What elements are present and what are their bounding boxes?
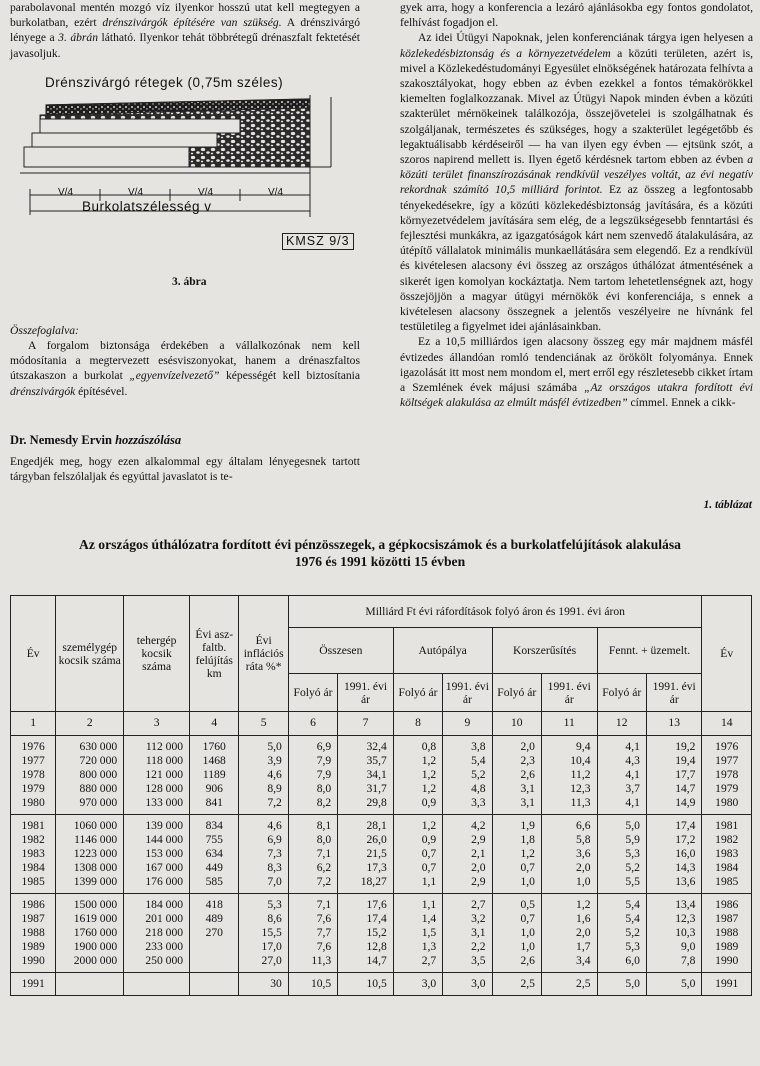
table-cell-years: 1981 1982 1983 1984 1985 <box>11 815 56 894</box>
table-cell-fen-1991: 19,2 19,4 17,7 14,7 14,9 <box>646 736 702 815</box>
table-cell-inflacio: 5,0 3,9 4,6 8,9 7,2 <box>239 736 288 815</box>
column-number: 5 <box>239 712 288 736</box>
header-folyo: Folyó ár <box>597 674 646 712</box>
column-number: 1 <box>11 712 56 736</box>
header-korszerusites: Korszerűsítés <box>492 628 597 674</box>
table-cell-teher: 184 000 201 000 218 000 233 000 250 000 <box>124 894 190 973</box>
right-column <box>400 0 753 410</box>
table-cell-szemely: 1500 000 1619 000 1760 000 1900 000 2000 000 <box>56 894 124 973</box>
table-cell-ossz-1991: 28,1 26,0 21,5 17,3 18,27 <box>338 815 394 894</box>
header-szemelygep: személygép kocsik száma <box>56 596 124 712</box>
table-cell-auto-folyo: 3,0 <box>393 973 442 996</box>
table-cell-years: 1991 <box>11 973 56 996</box>
width-label: Burkolatszélesség v <box>82 198 212 214</box>
table-cell-kor-folyo: 2,0 2,3 2,6 3,1 3,1 <box>492 736 541 815</box>
summary-heading: Összefoglalva: <box>10 323 79 337</box>
table-cell-years: 1976 1977 1978 1979 1980 <box>11 736 56 815</box>
table-cell-teher: 139 000 144 000 153 000 167 000 176 000 <box>124 815 190 894</box>
table-cell-fen-folyo: 4,1 4,3 4,1 3,7 4,1 <box>597 736 646 815</box>
table-cell-auto-1991: 2,7 3,2 3,1 2,2 3,5 <box>443 894 492 973</box>
table-cell-ossz-folyo: 10,5 <box>288 973 337 996</box>
table-cell-years-right: 1986 1987 1988 1989 1990 <box>702 894 752 973</box>
header-aszfalt: Évi asz-faltb. felújítás km <box>190 596 239 712</box>
column-number: 11 <box>541 712 597 736</box>
data-table <box>10 595 752 996</box>
table-cell-ossz-folyo: 6,9 7,9 7,9 8,0 8,2 <box>288 736 337 815</box>
column-number: 12 <box>597 712 646 736</box>
table-cell-szemely: 630 000 720 000 800 000 880 000 970 000 <box>56 736 124 815</box>
header-fenntartas: Fennt. + üzemelt. <box>597 628 702 674</box>
table-cell-kor-1991: 1,2 1,6 2,0 1,7 3,4 <box>541 894 597 973</box>
column-number: 6 <box>288 712 337 736</box>
column-number: 8 <box>393 712 442 736</box>
column-number: 7 <box>338 712 394 736</box>
table-cell-years: 1986 1987 1988 1989 1990 <box>11 894 56 973</box>
table-cell-auto-folyo: 1,1 1,4 1,5 1,3 2,7 <box>393 894 442 973</box>
table-cell-auto-folyo: 0,8 1,2 1,2 1,2 0,9 <box>393 736 442 815</box>
table-cell-aszfalt: 834 755 634 449 585 <box>190 815 239 894</box>
table-cell-kor-1991: 6,6 5,8 3,6 2,0 1,0 <box>541 815 597 894</box>
table-cell-fen-1991: 17,4 17,2 16,0 14,3 13,6 <box>646 815 702 894</box>
table-row-group <box>11 736 752 815</box>
header-osszesen: Összesen <box>288 628 393 674</box>
right-paragraph-2: Az idei Útügyi Napoknak, jelen konferenciának tárgya igen helyesen a közlekedésbiztonság és a környezetvédelem a közúti területen, azért is, mivel a Közlekedéstudományi Egyesület elnökségének határozata felhívta a szakosztályokat, hogy ebben az évben ezekkel a fontos témakörökkel kiemelten foglalkozzanak. Mivel az Útügyi Napok minden évben a közúti szakterület mérnökeinek találkozója, összejövetelei is szolgálhatnak és szolgáljanak, természetes és szükséges, hogy a szakterület legégetőbb és legaktuálisabb kérdéseiről — ha van ilyen egy évben — ejtsünk szót, a szoros napirend mellett is. Ilyen égető kérdésnek tartom ebben az évben a közúti terület finanszírozásának rendkívül veszélyes voltát, az évi negatív rekordnak számító 10,5 milliárd forintot. Ez az összeg a legfontosabb tényekedésekre, így a közúti közlekedésbiztonság javítására, és a közúti környezetvédelem javítására sem elég, de a legszükségesebb fenntartási és fejlesztési munkákra, az igazgatóságok kárt nem szenvedő átalakulására, az útépítő vállalatok minimális munkaellátására sem elegendő. Ez a rendkívül és kivételesen alacsony évi összeg az országos úthálózat átmentésének a sikerét igen komolyan kockáztatja. Nem tartom lehetetlenségnek azt, hogy összejöjjön a magyar útügyi mérnökök évi konferenciája, s ennek a kivételesen alacsony összegnek a jelentős veszélyeire ne hívnánk fel testületileg a figyelmet idei ajánlásainkban. <box>400 31 753 334</box>
table-row-group <box>11 894 752 973</box>
column-number: 9 <box>443 712 492 736</box>
table-cell-ossz-folyo: 7,1 7,6 7,7 7,6 11,3 <box>288 894 337 973</box>
column-number: 14 <box>702 712 752 736</box>
table-row-group <box>11 973 752 996</box>
table-cell-kor-folyo: 1,9 1,8 1,2 0,7 1,0 <box>492 815 541 894</box>
table-cell-fen-1991: 13,4 12,3 10,3 9,0 7,8 <box>646 894 702 973</box>
quarter-label: V/4 <box>58 186 74 198</box>
table-cell-aszfalt <box>190 973 239 996</box>
table-cell-ossz-folyo: 8,1 8,0 7,1 6,2 7,2 <box>288 815 337 894</box>
table-cell-years-right: 1981 1982 1983 1984 1985 <box>702 815 752 894</box>
table-cell-szemely <box>56 973 124 996</box>
table-cell-fen-folyo: 5,0 <box>597 973 646 996</box>
column-number: 3 <box>124 712 190 736</box>
header-group: Milliárd Ft évi ráfordítások folyó áron és 1991. évi áron <box>288 596 702 628</box>
right-paragraph-3: Ez a 10,5 milliárdos igen alacsony összeg egy már majdnem másfél évtizedes állandóan romló tendenciának az örökölt folyománya. Ennek igazolását itt most nem mondom el, mert erről egy részletesebb cikket írtam a Szemlének évek májusi számába „Az országos utakra fordított évi költségek alakulása az elmúlt másfél évtizedben” címmel. Ennek a cikk- <box>400 335 753 410</box>
header-1991: 1991. évi ár <box>646 674 702 712</box>
column-number: 13 <box>646 712 702 736</box>
author-heading: Dr. Nemesdy Ervin hozzászólása <box>10 432 182 447</box>
header-autopalya: Autópálya <box>393 628 492 674</box>
table-cell-fen-folyo: 5,0 5,9 5,3 5,2 5,5 <box>597 815 646 894</box>
table-cell-szemely: 1060 000 1146 000 1223 000 1308 000 1399 000 <box>56 815 124 894</box>
header-1991: 1991. évi ár <box>541 674 597 712</box>
table-cell-years-right: 1976 1977 1978 1979 1980 <box>702 736 752 815</box>
table-reference: 1. táblázat <box>703 499 752 511</box>
table-cell-kor-1991: 9,4 10,4 11,2 12,3 11,3 <box>541 736 597 815</box>
table-cell-kor-folyo: 2,5 <box>492 973 541 996</box>
table-cell-inflacio: 4,6 6,9 7,3 8,3 7,0 <box>239 815 288 894</box>
header-tehergep: tehergép kocsik száma <box>124 596 190 712</box>
table-row-group <box>11 815 752 894</box>
table-cell-teher <box>124 973 190 996</box>
header-folyo: Folyó ár <box>492 674 541 712</box>
figure-3 <box>10 75 360 295</box>
table-cell-auto-folyo: 1,2 0,9 0,7 0,7 1,1 <box>393 815 442 894</box>
quarter-label: V/4 <box>128 186 144 198</box>
column-number: 2 <box>56 712 124 736</box>
table-cell-aszfalt: 418 489 270 <box>190 894 239 973</box>
table-cell-years-right: 1991 <box>702 973 752 996</box>
header-inflacio: Évi inflációs ráta %* <box>239 596 288 712</box>
right-paragraph-1: gyek arra, hogy a konferencia a lezáró ajánlásokba egy fontos gondolatot, felhívást fogadjon el. <box>400 1 753 30</box>
header-ev-right: Év <box>702 596 752 712</box>
figure-code: KMSZ 9/3 <box>282 233 354 250</box>
table-cell-auto-1991: 3,8 5,4 5,2 4,8 3,3 <box>443 736 492 815</box>
column-number: 4 <box>190 712 239 736</box>
left-column <box>10 0 360 484</box>
table-cell-kor-folyo: 0,5 0,7 1,0 1,0 2,6 <box>492 894 541 973</box>
table-cell-kor-1991: 2,5 <box>541 973 597 996</box>
table-cell-inflacio: 30 <box>239 973 288 996</box>
header-ev: Év <box>11 596 56 712</box>
quarter-label: V/4 <box>268 186 284 198</box>
table-cell-ossz-1991: 32,4 35,7 34,1 31,7 29,8 <box>338 736 394 815</box>
header-folyo: Folyó ár <box>288 674 337 712</box>
table-cell-auto-1991: 3,0 <box>443 973 492 996</box>
author-text: Engedjék meg, hogy ezen alkalommal egy általam lényegesnek tartott tárgyban felszólaljak és egyúttal javaslatot is te- <box>10 455 360 484</box>
table-cell-teher: 112 000 118 000 121 000 128 000 133 000 <box>124 736 190 815</box>
header-1991: 1991. évi ár <box>443 674 492 712</box>
summary-paragraph: A forgalom biztonsága érdekében a vállalkozónak nem kell módosítania a megtervezett esésviszonyokat, hanem a drénaszfaltos útszakaszon a burkolat „egyenvízelvezető” képességét kell biztosítania drénszivárgók építésével. <box>10 339 361 398</box>
table-cell-fen-folyo: 5,4 5,4 5,2 5,3 6,0 <box>597 894 646 973</box>
table-cell-inflacio: 5,3 8,6 15,5 17,0 27,0 <box>239 894 288 973</box>
table-cell-ossz-1991: 10,5 <box>338 973 394 996</box>
figure-caption: 3. ábra <box>172 275 207 288</box>
header-folyo: Folyó ár <box>393 674 442 712</box>
table-cell-auto-1991: 4,2 2,9 2,1 2,0 2,9 <box>443 815 492 894</box>
table-cell-aszfalt: 1760 1468 1189 906 841 <box>190 736 239 815</box>
table-cell-ossz-1991: 17,6 17,4 15,2 12,8 14,7 <box>338 894 394 973</box>
table-title: Az országos úthálózatra fordított évi pénzösszegek, a gépkocsiszámok és a burkolatfelújítások alakulása 1976 és 1991 közötti 15 évben <box>79 537 681 569</box>
header-1991: 1991. évi ár <box>338 674 394 712</box>
intro-paragraph: parabolavonal mentén mozgó víz ilyenkor hosszú utat kell megtegyen a burkolatban, ezért drénszivárgók építésére van szükség. A drénszivárgó lényege a 3. ábrán látható. Ilyenkor tehát többrétegű drénaszfalt fektetését javasoljuk. <box>10 1 360 60</box>
figure-title: Drénszivárgó rétegek (0,75m széles) <box>45 74 284 90</box>
column-number: 10 <box>492 712 541 736</box>
table-cell-fen-1991: 5,0 <box>646 973 702 996</box>
quarter-label: V/4 <box>198 186 214 198</box>
